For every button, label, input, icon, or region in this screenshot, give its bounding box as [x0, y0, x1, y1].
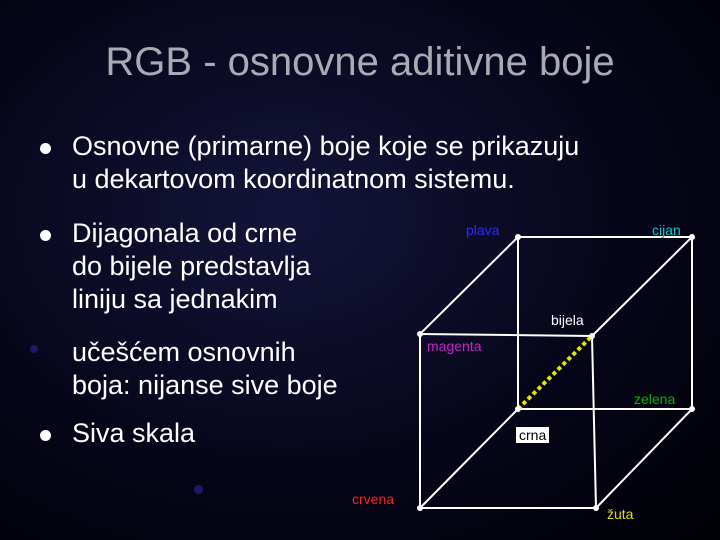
vertex-label-plava: plava: [466, 222, 500, 238]
vertex-dot-plava: [515, 234, 521, 240]
bullet-text-line: učešćem osnovnih: [72, 337, 296, 367]
vertex-label-zelena: zelena: [634, 391, 676, 407]
vertex-label-bijela: bijela: [551, 312, 584, 328]
bullet-text-line: Osnovne (primarne) boje koje se prikazuju: [72, 131, 580, 161]
bullet-text-line: Siva skala: [72, 418, 196, 448]
vertex-dot-magenta: [417, 331, 423, 337]
bullet-text-line: liniju sa jednakim: [72, 284, 278, 314]
vertex-dot-crvena: [417, 505, 423, 511]
grayscale-diagonal: [518, 336, 592, 409]
vertex-dot-cijan: [689, 234, 695, 240]
cube-edge-plava-magenta: [420, 237, 518, 334]
vertex-dot-crna: [515, 406, 521, 412]
cube-edge-zelena-zuta: [596, 409, 692, 508]
cube-edge-crna-crvena: [420, 409, 518, 508]
cube-edge-bijela-zuta: [592, 336, 596, 508]
vertex-label-cijan: cijan: [652, 222, 681, 238]
vertex-label-zuta: žuta: [607, 506, 634, 522]
vertex-label-magenta: magenta: [427, 338, 482, 354]
vertex-dot-zuta: [593, 505, 599, 511]
vertex-dot-zelena: [689, 406, 695, 412]
cube-edge-cijan-bijela: [592, 237, 692, 336]
cube-edge-magenta-bijela: [420, 334, 592, 336]
slide-title: RGB - osnovne aditivne boje: [105, 40, 615, 84]
vertex-label-crna: crna: [516, 427, 549, 443]
bullet-text-line: do bijele predstavlja: [72, 251, 311, 281]
vertex-label-crvena: crvena: [352, 491, 395, 507]
vertex-dot-bijela: [589, 333, 595, 339]
bullet-text-line: boja: nijanse sive boje: [72, 370, 338, 400]
bullet-text-line: u dekartovom koordinatnom sistemu.: [72, 164, 515, 194]
bullet-text-line: Dijagonala od crne: [72, 218, 298, 248]
